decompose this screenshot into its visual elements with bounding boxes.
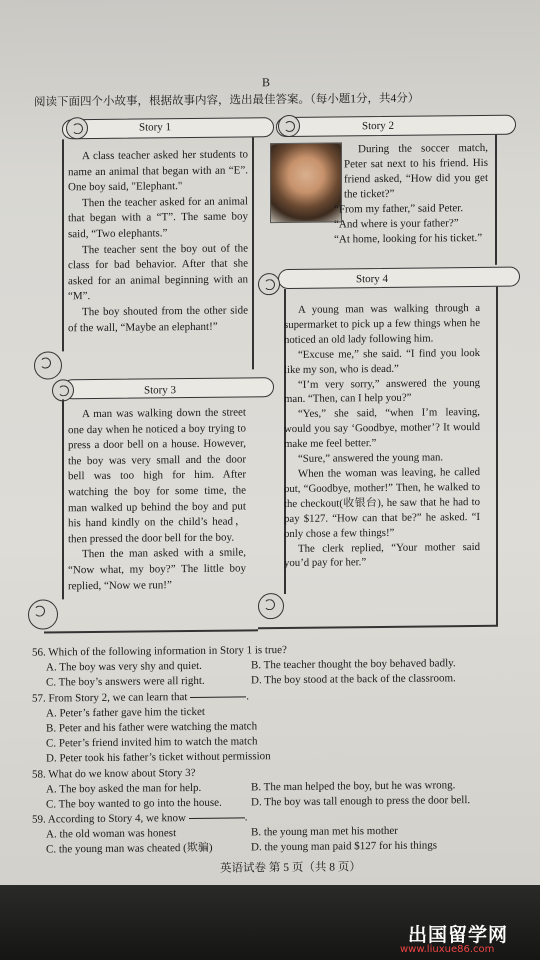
story3-frame-left <box>62 399 64 599</box>
option-a[interactable]: A. The boy asked the man for help. <box>46 781 202 796</box>
story4-paragraph: “Yes,” she said, “when I’m leaving, would you say ‘Goodbye, mother’? It would make me feel better.” <box>284 406 480 451</box>
option-b[interactable]: B. Peter and his father were watching the match <box>46 720 258 735</box>
story1-paragraph: The teacher sent the boy out of the class for bad behavior. After that she asked for an animal beginning with an “M”. <box>68 241 248 303</box>
story1-body <box>68 147 248 336</box>
answer-blank <box>189 817 245 819</box>
option-a[interactable]: A. the old woman was honest <box>46 827 177 841</box>
story4-frame-right <box>496 287 498 627</box>
story3-scroll-curl-icon <box>52 379 74 401</box>
story4-bottom-scroll-icon <box>258 593 284 619</box>
story4-scroll-curl-icon <box>258 273 280 295</box>
story4-body <box>284 301 480 571</box>
option-b[interactable]: B. The man helped the boy, but he was wrong. <box>251 778 456 794</box>
watermark-url: www.liuxue86.com <box>400 944 495 955</box>
story1-frame-right <box>252 137 254 369</box>
story4-frame-bottom <box>258 625 496 629</box>
story2-paragraph: “At home, looking for his ticket.” <box>334 231 483 246</box>
option-d[interactable]: D. The boy was tall enough to press the door bell. <box>251 793 471 809</box>
option-b[interactable]: B. The teacher thought the boy behaved badly. <box>251 657 456 672</box>
story1-bottom-scroll-icon <box>34 351 62 379</box>
story1-paragraph: Then the teacher asked for an animal that began with a “T”. The same boy said, “Two elephants.” <box>68 195 248 241</box>
questions-section <box>32 641 512 859</box>
story3-frame-bottom <box>44 629 258 633</box>
girl-photo <box>270 142 342 223</box>
story3-title: Story 3 <box>143 384 177 397</box>
question-56-stem: 56. Which of the following information in Story 1 is true? <box>32 643 287 659</box>
option-d[interactable]: D. Peter took his father’s ticket without permission <box>46 750 271 765</box>
story2-title: Story 2 <box>361 119 395 133</box>
option-a[interactable]: A. The boy was very shy and quiet. <box>46 660 202 674</box>
story3-paragraph: A man was walking down the street one day when he noticed a boy trying to press a door bell on a house. However, the boy was very small and the door bell was too high for him. After watching the boy for some time, the man walked up behind the boy and put his hand kindly on the child’s head，then pressed the door bell for the boy. <box>68 406 246 546</box>
story4-title: Story 4 <box>355 272 389 286</box>
story2-body <box>344 141 488 203</box>
watermark-logo: 出国留学网 <box>408 924 509 946</box>
question-57-stem: 57. From Story 2, we can learn that . <box>32 689 249 705</box>
option-d[interactable]: D. the young man paid $127 for his things <box>251 839 438 854</box>
option-d[interactable]: D. The boy stood at the back of the classroom. <box>251 672 456 687</box>
page-footer: 英语试卷 第 5 页（共 8 页） <box>220 861 361 875</box>
story4-paragraph: “Excuse me,” she said. “I find you look like my son, who is dead.” <box>284 346 480 376</box>
option-b[interactable]: B. the young man met his mother <box>251 825 398 839</box>
story4-paragraph: “I’m very sorry,” answered the young man. “Then, can I help you?” <box>284 376 480 406</box>
story4-paragraph: “Sure,” answered the young man. <box>298 451 444 465</box>
option-c[interactable]: C. the young man was cheated (欺骗) <box>46 842 213 856</box>
story2-dialogue <box>334 201 488 248</box>
option-c[interactable]: C. The boy’s answers were all right. <box>46 675 205 689</box>
story2-paragraph: During the soccer match, Peter sat next to his friend. His friend asked, “How did you get the ticket?” <box>344 141 488 201</box>
story2-paragraph: “From my father,” said Peter. <box>334 202 464 216</box>
question-58-stem: 58. What do we know about Story 3? <box>32 766 196 781</box>
story2-paragraph: “And where is your father?” <box>334 217 459 231</box>
instructions: 阅读下面四个小故事，根据故事内容，选出最佳答案。（每小题1分，共4分） <box>34 92 420 109</box>
option-c[interactable]: C. The boy wanted to go into the house. <box>46 796 222 811</box>
story2-frame-right <box>495 135 497 265</box>
story3-paragraph: Then the man asked with a smile, “Now what, my boy?” The little boy replied, “Now we run!” <box>68 546 246 592</box>
story3-body <box>68 405 246 594</box>
option-a[interactable]: A. Peter’s father gave him the ticket <box>46 705 205 720</box>
story1-frame-left <box>62 139 64 351</box>
story1-paragraph: The boy shouted from the other side of the wall, “Maybe an elephant!” <box>68 304 248 334</box>
story3-bottom-scroll-icon <box>28 599 58 629</box>
story1-scroll-curl-icon <box>66 117 88 139</box>
story1-title: Story 1 <box>138 121 172 134</box>
option-c[interactable]: C. Peter’s friend invited him to watch the match <box>46 735 258 750</box>
story4-paragraph: A young man was walking through a supermarket to pick up a few things when he noticed an old lady following him. <box>284 301 480 346</box>
story2-scroll-curl-icon <box>278 115 300 137</box>
question-59-stem: 59. According to Story 4, we know . <box>32 811 248 826</box>
story4-paragraph: When the woman was leaving, he called out, “Goodbye, mother!” Then, he walked to the checkout(收银台), he saw that he had to pay $127. “How can that be?” he asked. “I only chose a few things!” <box>284 465 480 540</box>
answer-blank <box>190 696 246 698</box>
section-letter: B <box>262 75 271 90</box>
story4-banner <box>278 267 520 290</box>
story4-paragraph: The clerk replied, “Your mother said you’d pay for her.” <box>284 540 480 570</box>
story1-paragraph: A class teacher asked her students to name an animal that began with an “E”. One boy said, "Elephant." <box>68 148 248 194</box>
